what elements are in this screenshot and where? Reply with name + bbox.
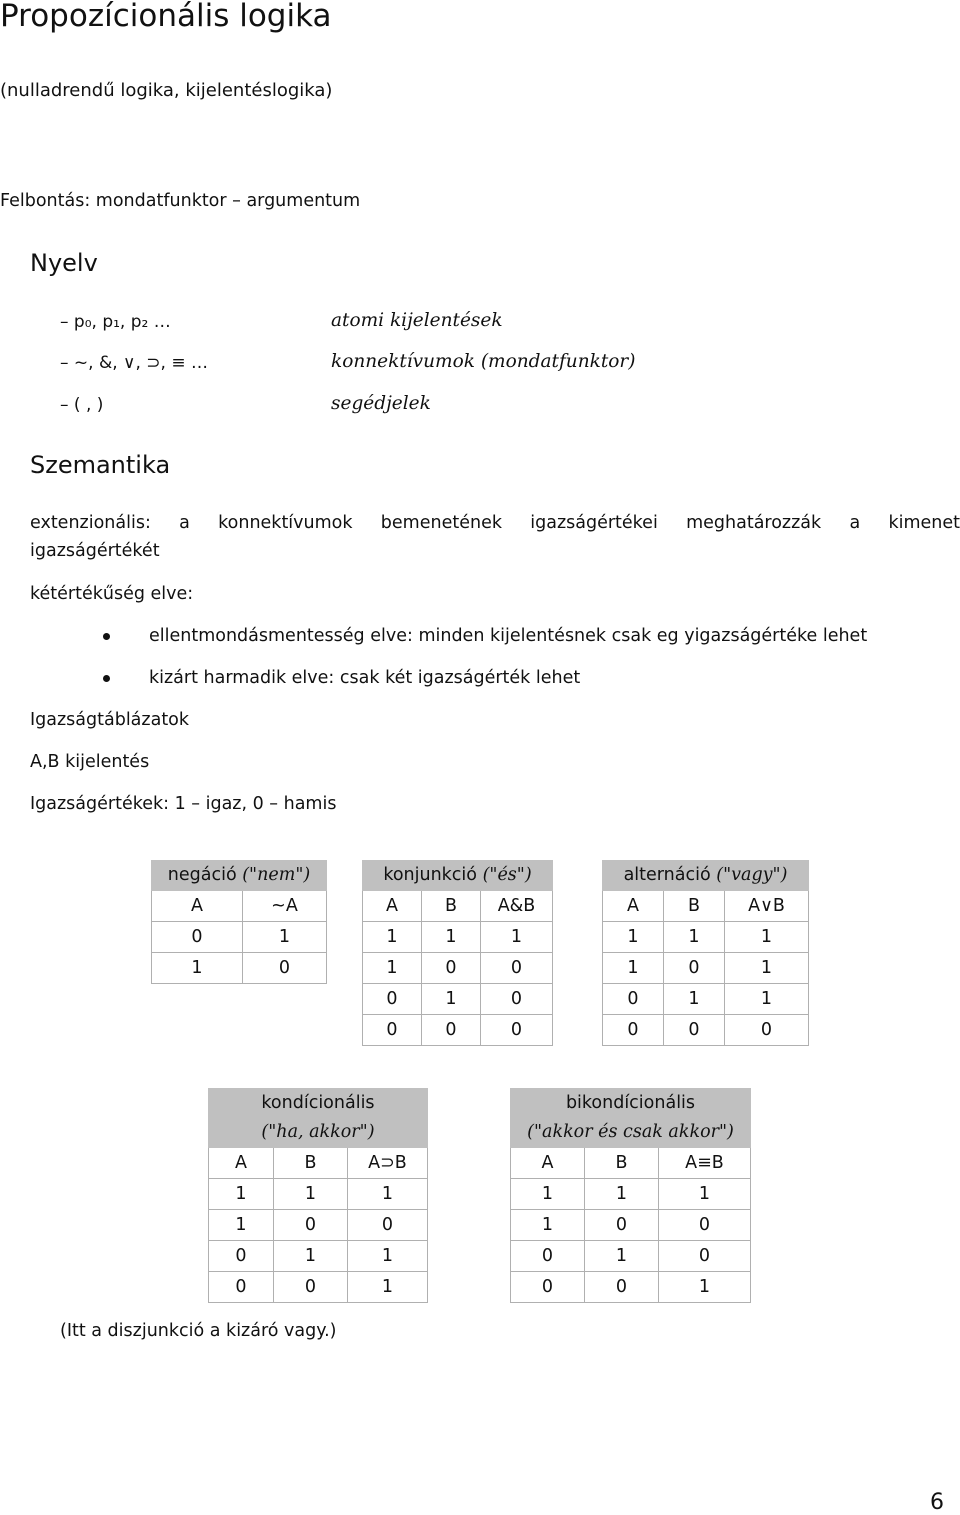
table-row	[209, 1210, 428, 1241]
table-cell: 0	[585, 1210, 659, 1241]
table-cell: 1	[725, 953, 809, 984]
bullet-item	[149, 626, 867, 646]
table-cell: 1	[511, 1210, 585, 1241]
bullet-term: ellentmondásmentesség elve:	[149, 626, 413, 646]
extensional-word: a	[179, 513, 190, 533]
table-cell: 0	[152, 922, 243, 953]
language-item-desc: konnektívumok (mondatfunktor)	[331, 351, 636, 372]
negation-table	[151, 860, 327, 984]
language-item-symbols: – ~, &, ∨, ⊃, ≡ …	[60, 353, 208, 373]
column-header: A≡B	[659, 1148, 751, 1179]
table-cell: 1	[603, 953, 664, 984]
table-row	[363, 1015, 553, 1046]
extensional-term: extenzionális:	[30, 513, 151, 533]
alternation-table	[602, 860, 809, 1046]
table-row	[511, 1241, 751, 1272]
table-cell: 0	[209, 1241, 274, 1272]
column-header: B	[585, 1148, 659, 1179]
table-cell: 0	[659, 1241, 751, 1272]
column-header: A	[363, 891, 422, 922]
table-row	[603, 984, 809, 1015]
table-cell: 1	[603, 922, 664, 953]
table-cell: 1	[274, 1179, 348, 1210]
subtitle: (nulladrendű logika, kijelentéslogika)	[0, 80, 333, 101]
table-cell: 1	[348, 1179, 428, 1210]
table-cell: 1	[659, 1272, 751, 1303]
table-cell: 0	[664, 1015, 725, 1046]
table-cell: 1	[348, 1241, 428, 1272]
table-row	[152, 953, 327, 984]
table-cell: 0	[511, 1272, 585, 1303]
table-cell: 0	[481, 1015, 553, 1046]
page-title: Propozícionális logika	[0, 0, 332, 34]
column-header: B	[422, 891, 481, 922]
table-row	[209, 1272, 428, 1303]
table-cell: 0	[725, 1015, 809, 1046]
extensional-word: igazságértékei	[530, 513, 658, 533]
table-cell: 0	[422, 1015, 481, 1046]
table-cell: 1	[481, 922, 553, 953]
table-cell: 0	[603, 1015, 664, 1046]
biconditional-table	[510, 1088, 751, 1303]
table-cell: 0	[348, 1210, 428, 1241]
table-cell: 1	[664, 984, 725, 1015]
table-cell: 0	[585, 1272, 659, 1303]
table-cell: 1	[209, 1179, 274, 1210]
bullet-text: csak két igazságérték lehet	[339, 668, 581, 688]
table-title: konjunkció ("és")	[363, 860, 553, 891]
table-cell: 1	[659, 1179, 751, 1210]
values-line: Igazságértékek: 1 – igaz, 0 – hamis	[30, 794, 337, 814]
table-cell: 1	[511, 1179, 585, 1210]
table-cell: 0	[664, 953, 725, 984]
table-row	[209, 1241, 428, 1272]
table-header-row	[511, 1148, 751, 1179]
table-header-row	[603, 891, 809, 922]
extensional-word: bemenetének	[380, 513, 502, 533]
language-item-desc: atomi kijelentések	[331, 310, 503, 331]
language-heading: Nyelv	[30, 249, 98, 277]
extensional-continuation: igazságértékét	[30, 541, 160, 561]
extensional-word: meghatározzák	[686, 513, 822, 533]
table-row	[603, 953, 809, 984]
table-row	[511, 1272, 751, 1303]
table-cell: 0	[659, 1210, 751, 1241]
page-number: 6	[930, 1490, 944, 1515]
table-row	[363, 922, 553, 953]
truth-tables-heading: Igazságtáblázatok	[30, 710, 190, 730]
conjunction-table	[362, 860, 553, 1046]
column-header: A&B	[481, 891, 553, 922]
table-cell: 1	[725, 922, 809, 953]
column-header: B	[274, 1148, 348, 1179]
table-cell: 1	[363, 953, 422, 984]
language-item-desc: segédjelek	[331, 393, 431, 414]
ab-line: A,B kijelentés	[30, 752, 150, 772]
table-cell: 1	[664, 922, 725, 953]
table-title: kondícionális ("ha, akkor")	[209, 1088, 428, 1148]
table-cell: 0	[511, 1241, 585, 1272]
column-header: A	[603, 891, 664, 922]
bivalence-heading: kétértékűség elve:	[30, 584, 194, 604]
table-cell: 1	[274, 1241, 348, 1272]
column-header: A	[209, 1148, 274, 1179]
column-header: A	[152, 891, 243, 922]
table-row	[603, 1015, 809, 1046]
table-header-row	[209, 1148, 428, 1179]
breakdown-line: Felbontás: mondatfunktor – argumentum	[0, 191, 361, 211]
column-header: ~A	[243, 891, 327, 922]
table-title: negáció ("nem")	[152, 860, 327, 891]
table-cell: 0	[243, 953, 327, 984]
table-cell: 1	[152, 953, 243, 984]
table-cell: 0	[363, 984, 422, 1015]
extensional-definition	[30, 513, 960, 533]
table-cell: 1	[363, 922, 422, 953]
column-header: A⊃B	[348, 1148, 428, 1179]
table-cell: 0	[481, 984, 553, 1015]
table-row	[152, 922, 327, 953]
table-cell: 0	[603, 984, 664, 1015]
table-cell: 1	[348, 1272, 428, 1303]
column-header: A	[511, 1148, 585, 1179]
table-row	[363, 984, 553, 1015]
table-cell: 0	[422, 953, 481, 984]
table-cell: 1	[209, 1210, 274, 1241]
bullet-text: minden kijelentésnek csak eg yigazságértéke lehet	[418, 626, 868, 646]
column-header: A∨B	[725, 891, 809, 922]
table-row	[603, 922, 809, 953]
table-cell: 0	[274, 1210, 348, 1241]
language-item-symbols: – ( , )	[60, 395, 104, 415]
table-cell: 1	[585, 1241, 659, 1272]
table-cell: 1	[422, 922, 481, 953]
table-row	[209, 1179, 428, 1210]
table-cell: 1	[243, 922, 327, 953]
table-cell: 0	[363, 1015, 422, 1046]
semantics-heading: Szemantika	[30, 451, 171, 479]
table-cell: 0	[274, 1272, 348, 1303]
conditional-table	[208, 1088, 428, 1303]
bullet-term: kizárt harmadik elve:	[149, 668, 335, 688]
table-row	[511, 1179, 751, 1210]
table-row	[511, 1210, 751, 1241]
table-row	[363, 953, 553, 984]
extensional-word: kimenet	[888, 513, 960, 533]
column-header: B	[664, 891, 725, 922]
table-title: bikondícionális ("akkor és csak akkor")	[511, 1088, 751, 1148]
table-cell: 0	[209, 1272, 274, 1303]
table-header-row	[152, 891, 327, 922]
table-cell: 1	[725, 984, 809, 1015]
footnote: (Itt a diszjunkció a kizáró vagy.)	[60, 1321, 337, 1341]
language-item-symbols: – p₀, p₁, p₂ …	[60, 312, 171, 332]
extensional-word: konnektívumok	[218, 513, 353, 533]
table-cell: 1	[422, 984, 481, 1015]
bullet-icon	[103, 633, 110, 640]
bullet-item	[149, 668, 580, 688]
table-cell: 0	[481, 953, 553, 984]
extensional-word: a	[849, 513, 861, 533]
table-title: alternáció ("vagy")	[603, 860, 809, 891]
bullet-icon	[103, 675, 110, 682]
table-cell: 1	[585, 1179, 659, 1210]
table-header-row	[363, 891, 553, 922]
